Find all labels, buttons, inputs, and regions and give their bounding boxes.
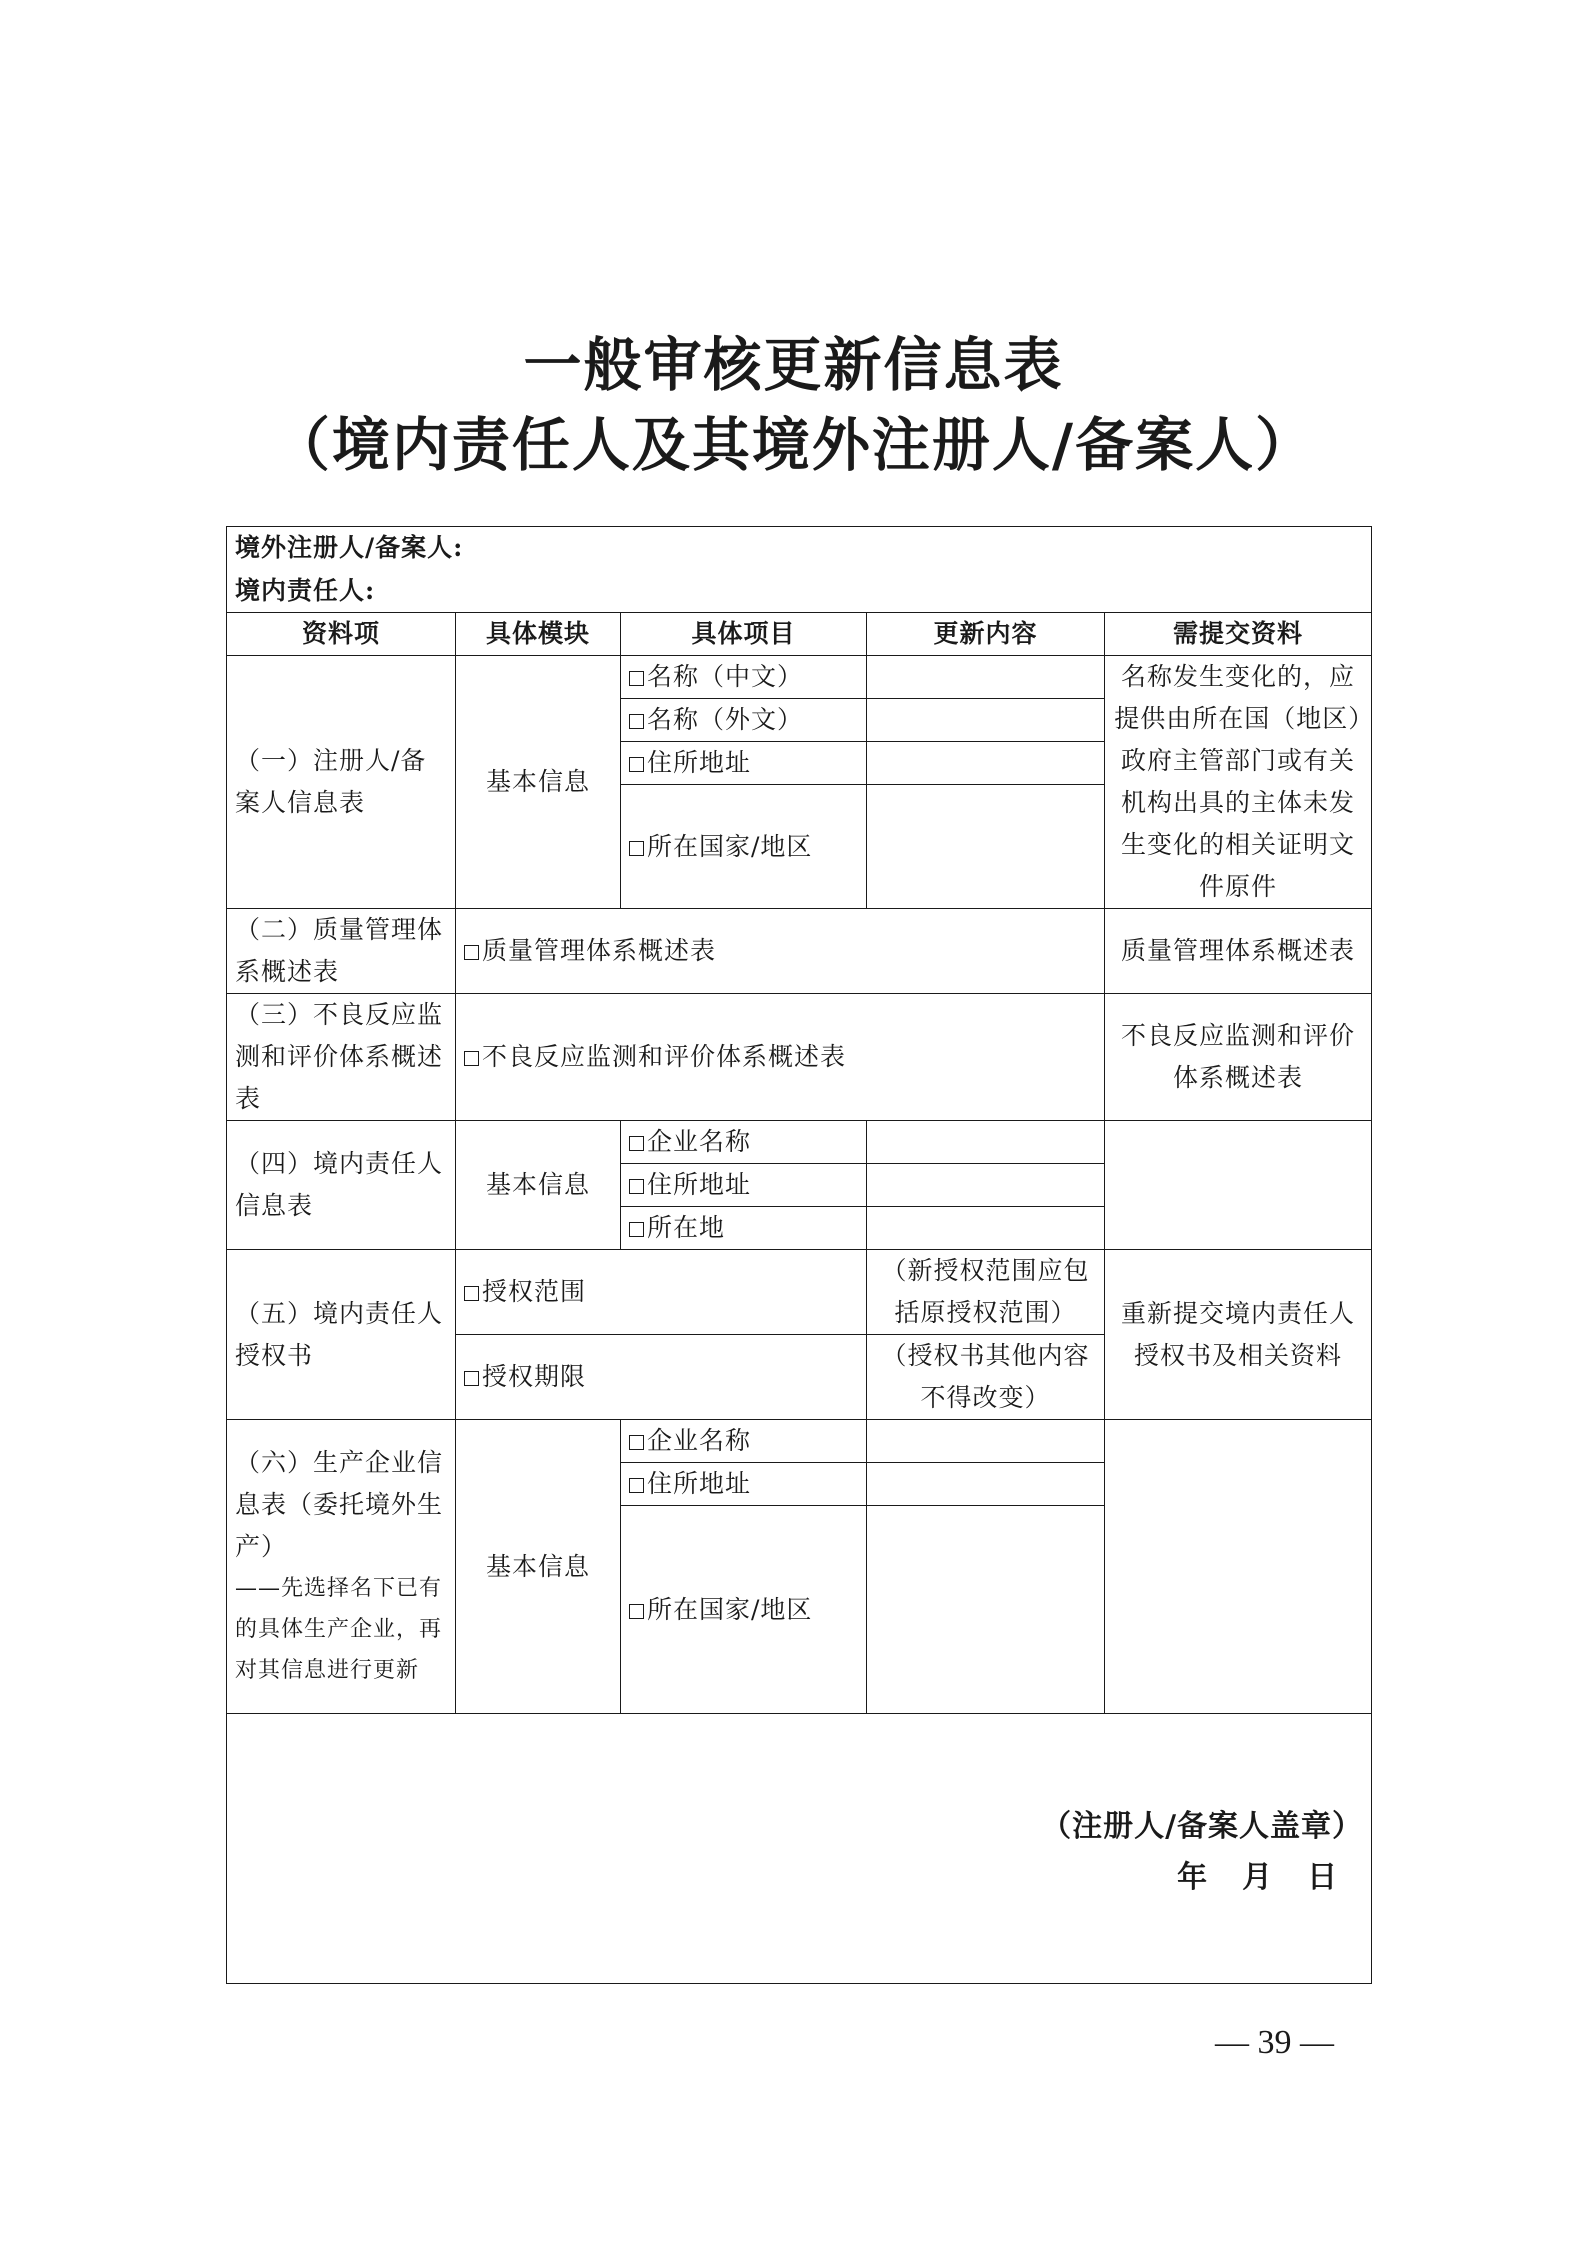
s4-field-company[interactable]: 企业名称 [621,1121,867,1164]
date-line [235,1857,1363,1900]
checkbox[interactable] [629,1604,644,1619]
checkbox[interactable] [464,1051,479,1066]
s6-field-company[interactable]: 企业名称 [621,1420,867,1463]
page-number: — 39 — [1215,2024,1334,2061]
s6-field-address[interactable]: 住所地址 [621,1463,867,1506]
update-info-table [226,526,1372,1984]
section-2-label: （二）质量管理体系概述表 [227,909,456,994]
section-4-label: （四）境内责任人信息表 [227,1121,456,1250]
section-1-module: 基本信息 [456,656,621,909]
header-project: 具体项目 [621,613,867,656]
section-5-label: （五）境内责任人授权书 [227,1250,456,1420]
s1-field-country[interactable]: 所在国家/地区 [621,785,867,909]
s1-update-name-cn[interactable] [867,656,1105,699]
checkbox[interactable] [629,1136,644,1151]
section-2-option[interactable]: 质量管理体系概述表 [456,909,1105,994]
section-6-note: ——先选择名下已有的具体生产企业，再对其信息进行更新 [235,1576,443,1683]
section-3-label: （三）不良反应监测和评价体系概述表 [227,994,456,1121]
section-6-title: （六）生产企业信息表（委托境外生产） [235,1448,444,1561]
s6-update-address[interactable] [867,1463,1105,1506]
checkbox[interactable] [464,1371,479,1386]
checkbox[interactable] [629,1222,644,1237]
date-day: 日 [1307,1860,1358,1895]
checkbox[interactable] [464,945,479,960]
header-item: 资料项 [227,613,456,656]
page-title: 一般审核更新信息表 [523,331,1064,399]
s5-auth-scope[interactable]: 授权范围 [456,1250,867,1335]
s1-update-name-foreign[interactable] [867,699,1105,742]
checkbox[interactable] [629,671,644,686]
s4-field-address[interactable]: 住所地址 [621,1164,867,1207]
s1-field-name-cn[interactable]: 名称（中文） [621,656,867,699]
checkbox[interactable] [464,1286,479,1301]
section-2-required: 质量管理体系概述表 [1105,909,1372,994]
section-1-required: 名称发生变化的，应提供由所在国（地区）政府主管部门或有关机构出具的主体未发生变化的相关证明文件原件 [1105,656,1372,909]
s1-field-address[interactable]: 住所地址 [621,742,867,785]
section-1-label: （一）注册人/备案人信息表 [227,656,456,909]
s1-field-name-foreign[interactable]: 名称（外文） [621,699,867,742]
section-6-module: 基本信息 [456,1420,621,1714]
s5-scope-note: （新授权范围应包括原授权范围） [867,1250,1105,1335]
checkbox[interactable] [629,841,644,856]
s6-update-company[interactable] [867,1420,1105,1463]
s4-update-company[interactable] [867,1121,1105,1164]
date-month: 月 [1242,1860,1293,1895]
s1-update-country[interactable] [867,785,1105,909]
s4-field-location[interactable]: 所在地 [621,1207,867,1250]
stamp-label: （注册人/备案人盖章） [1041,1809,1364,1844]
header-module: 具体模块 [456,613,621,656]
section-3-option[interactable]: 不良反应监测和评价体系概述表 [456,994,1105,1121]
date-year: 年 [1177,1860,1228,1895]
checkbox[interactable] [629,1179,644,1194]
s5-period-note: （授权书其他内容不得改变） [867,1335,1105,1420]
s5-auth-period[interactable]: 授权期限 [456,1335,867,1420]
s1-update-address[interactable] [867,742,1105,785]
page-subtitle: （境内责任人及其境外注册人/备案人） [271,411,1316,479]
section-6-label [227,1420,456,1714]
section-6-required [1105,1420,1372,1714]
s6-field-country[interactable]: 所在国家/地区 [621,1506,867,1714]
domestic-agent-field[interactable]: 境内责任人: [227,570,1372,613]
checkbox[interactable] [629,1478,644,1493]
signature-area[interactable] [227,1714,1372,1984]
header-update: 更新内容 [867,613,1105,656]
s4-update-address[interactable] [867,1164,1105,1207]
checkbox[interactable] [629,714,644,729]
foreign-registrant-field[interactable]: 境外注册人/备案人: [227,527,1372,570]
section-4-module: 基本信息 [456,1121,621,1250]
s6-update-country[interactable] [867,1506,1105,1714]
checkbox[interactable] [629,757,644,772]
checkbox[interactable] [629,1435,644,1450]
section-5-required: 重新提交境内责任人授权书及相关资料 [1105,1250,1372,1420]
section-3-required: 不良反应监测和评价体系概述表 [1105,994,1372,1121]
section-4-required [1105,1121,1372,1250]
s4-update-location[interactable] [867,1207,1105,1250]
header-submit: 需提交资料 [1105,613,1372,656]
